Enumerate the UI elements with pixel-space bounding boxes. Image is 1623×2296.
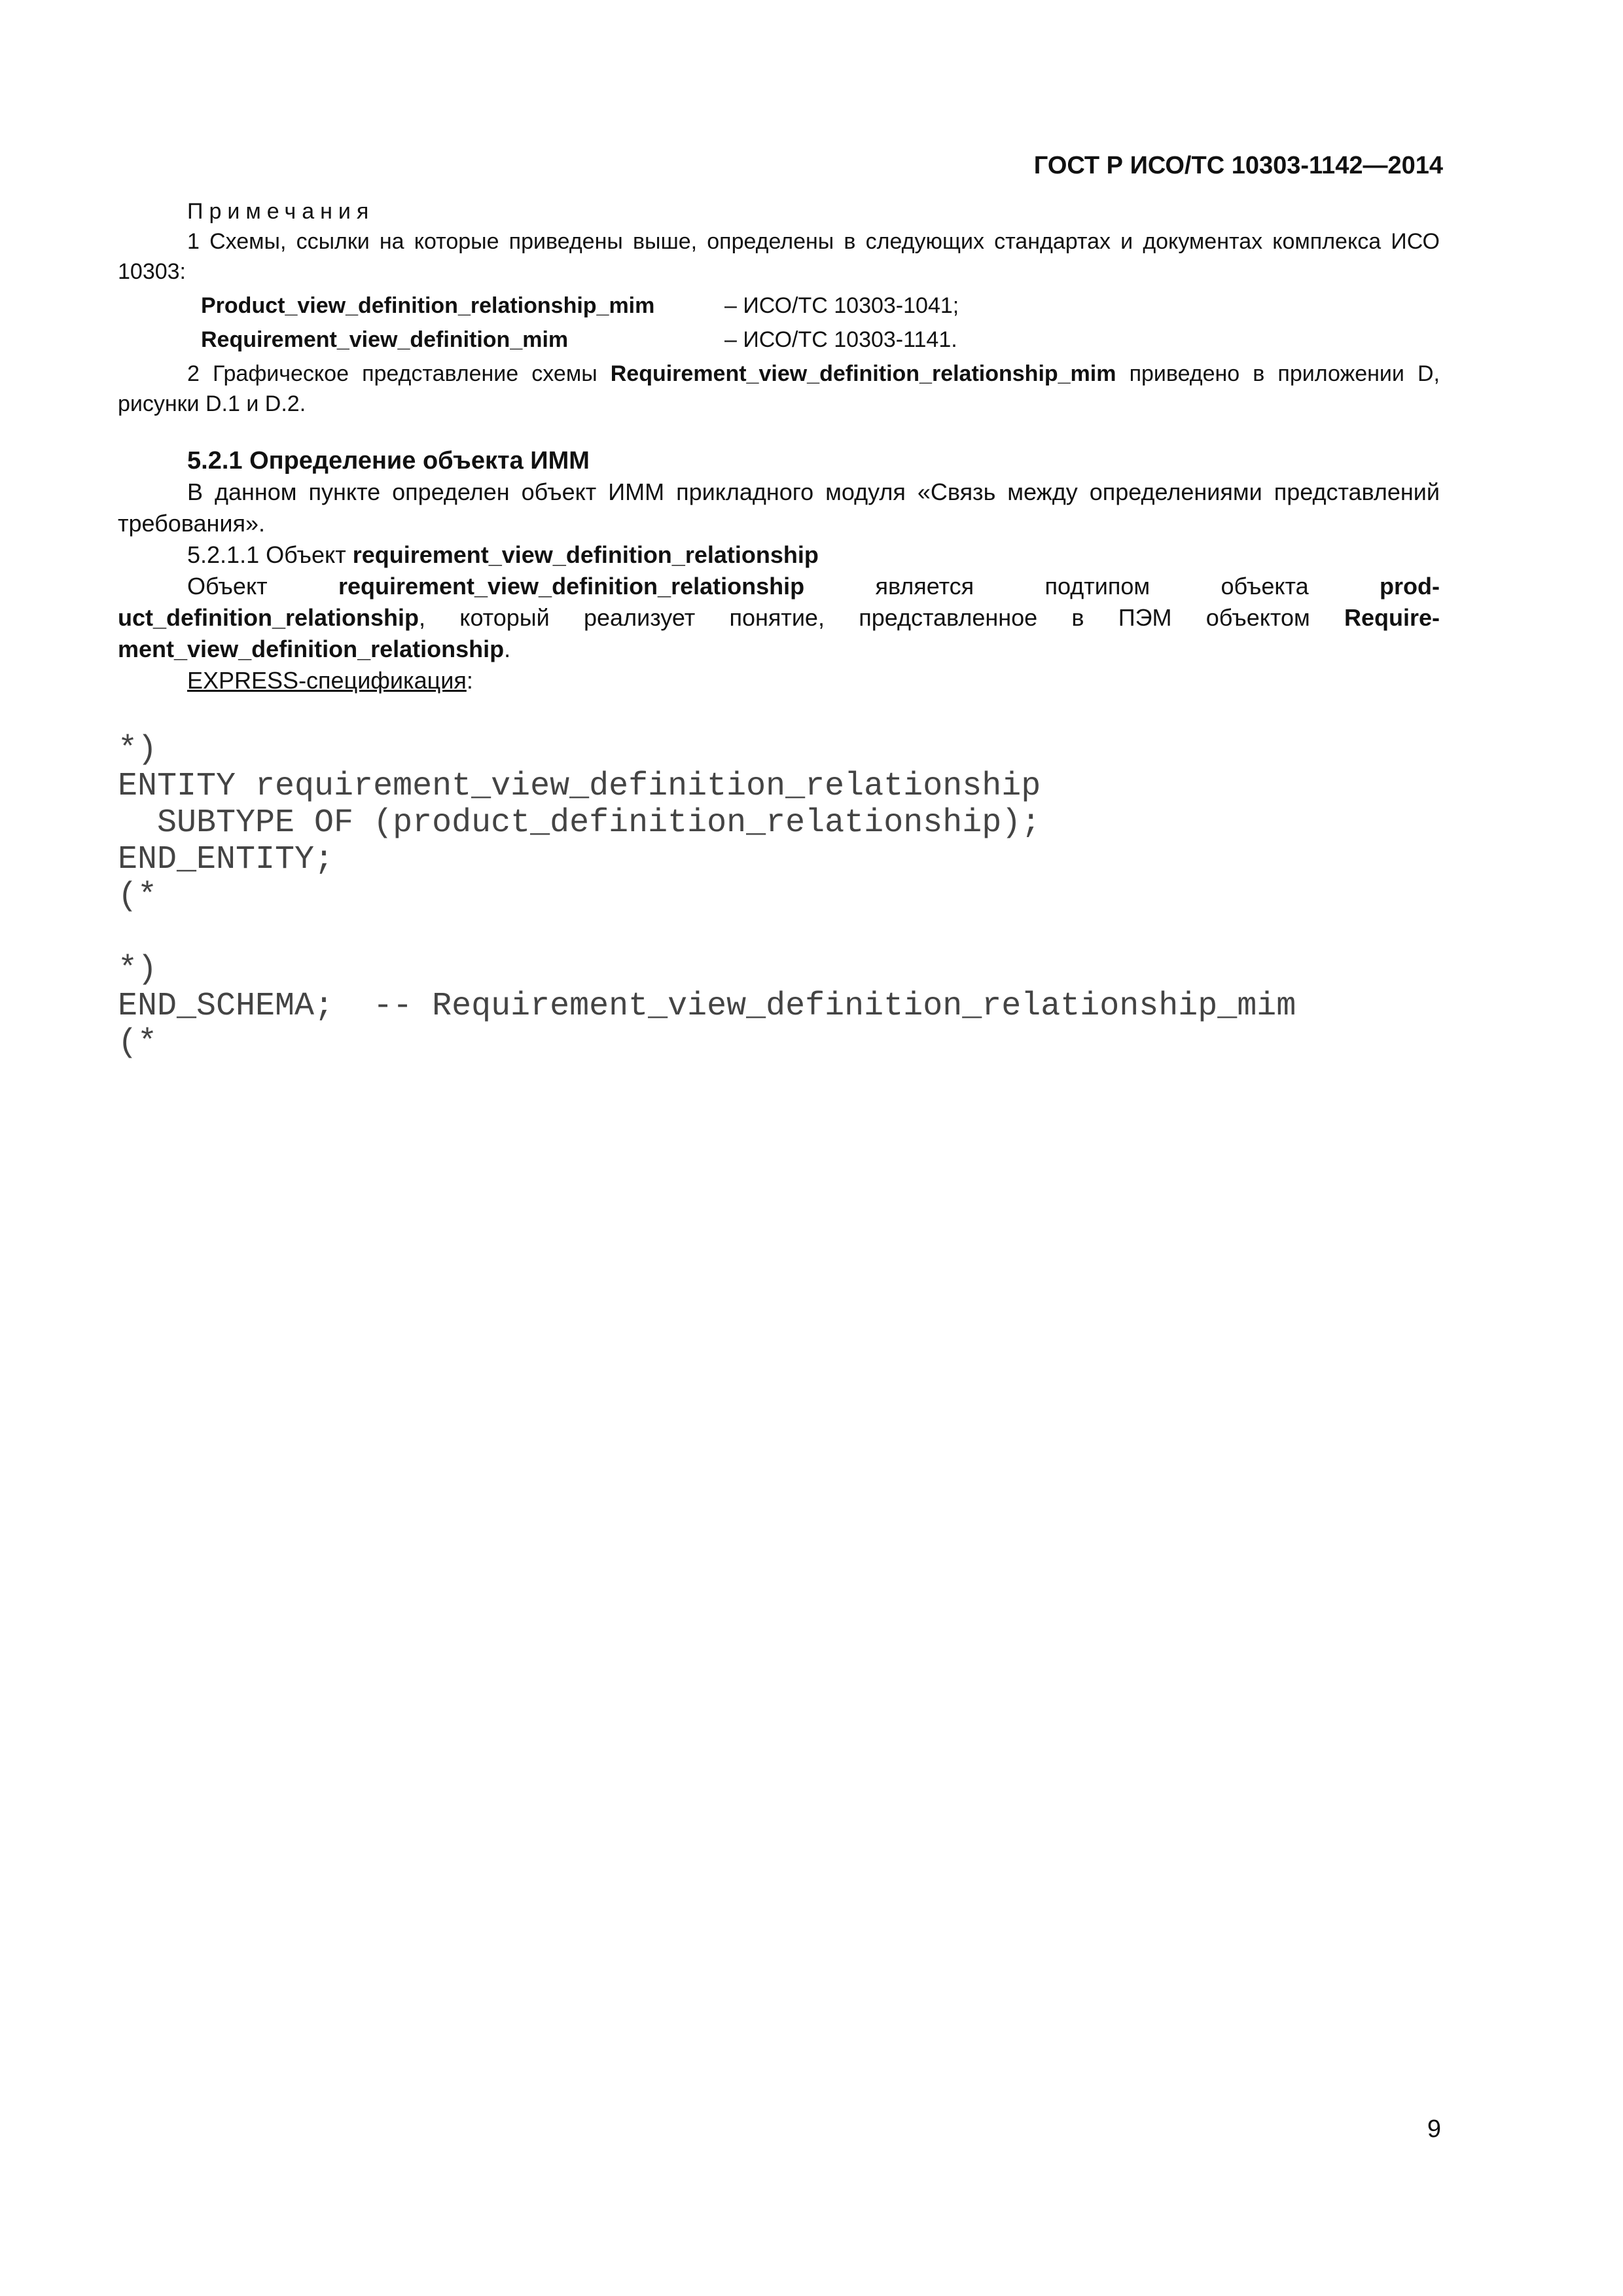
schema-row-2 (118, 325, 1440, 355)
note-2-text: 2 Графическое представление схемы (187, 361, 611, 386)
entity-name: requirement_view_definition_relationship (338, 573, 805, 600)
section-intro: В данном пункте определен объект ИММ прикладного модуля «Связь между определениями представлений требования». (118, 478, 1440, 537)
arm-object-part1: Require- (1344, 604, 1440, 631)
code-line: END_SCHEMA; -- Requirement_view_definition_relationship_mim (118, 988, 1296, 1025)
code-line: ENTITY requirement_view_definition_relationship (118, 768, 1041, 805)
note-1: 1 Схемы, ссылки на которые приведены выше, определены в следующих стандартах и документах комплекса ИСО 10303: (118, 229, 1440, 284)
note-2 (118, 359, 1440, 419)
supertype-name-part2: uct_definition_relationship (118, 604, 419, 631)
subsection-entity: requirement_view_definition_relationship (352, 541, 819, 568)
subsection-number: 5.2.1.1 Объект (187, 541, 353, 568)
main-content (118, 196, 1440, 696)
notes-title: Примечания (187, 199, 375, 224)
period: . (504, 636, 511, 662)
entity-description-line1 (118, 571, 1440, 602)
page-number: 9 (1427, 2115, 1441, 2143)
supertype-name-part1: prod- (1380, 573, 1440, 600)
spec-label-text: EXPRESS-спецификация (187, 667, 467, 694)
schema-row-1 (118, 291, 1440, 321)
description-text: , который реализует понятие, представленное в ПЭМ объектом (419, 604, 1344, 631)
code-line: *) (118, 731, 158, 768)
note-2-schema: Requirement_view_definition_relationship_mim (610, 361, 1116, 386)
notes-block (118, 196, 1440, 419)
code-line: END_ENTITY; (118, 841, 334, 878)
entity-description-line3 (118, 634, 1440, 665)
express-code-block (118, 732, 1296, 1062)
code-line: (* (118, 1024, 158, 1062)
code-blank-line (118, 915, 1296, 952)
code-line: SUBTYPE OF (product_definition_relationship); (118, 804, 1041, 842)
note-2-text-end: приведено в приложении D, рисунки D.1 и D.2. (118, 361, 1440, 416)
express-spec-label (118, 665, 1440, 696)
entity-description-line2 (118, 602, 1440, 634)
section-heading: 5.2.1 Определение объекта ИММ (187, 447, 590, 475)
standard-designation: ГОСТ Р ИСО/ТС 10303-1142—2014 (1033, 152, 1443, 179)
schema-name: Requirement_view_definition_mim (201, 327, 569, 352)
word: подтипом (1044, 573, 1150, 600)
schema-name: Product_view_definition_relationship_mim (201, 293, 655, 318)
word: объекта (1221, 573, 1309, 600)
code-line: *) (118, 951, 158, 988)
spec-label-colon: : (466, 667, 473, 694)
schema-ref: – ИСО/ТС 10303-1141. (724, 327, 957, 352)
word: является (875, 573, 974, 600)
arm-object-part2: ment_view_definition_relationship (118, 636, 505, 662)
subsection-title (118, 539, 1440, 571)
schema-ref: – ИСО/ТС 10303-1041; (724, 293, 959, 318)
code-line: (* (118, 878, 158, 915)
word: Объект (187, 573, 268, 600)
